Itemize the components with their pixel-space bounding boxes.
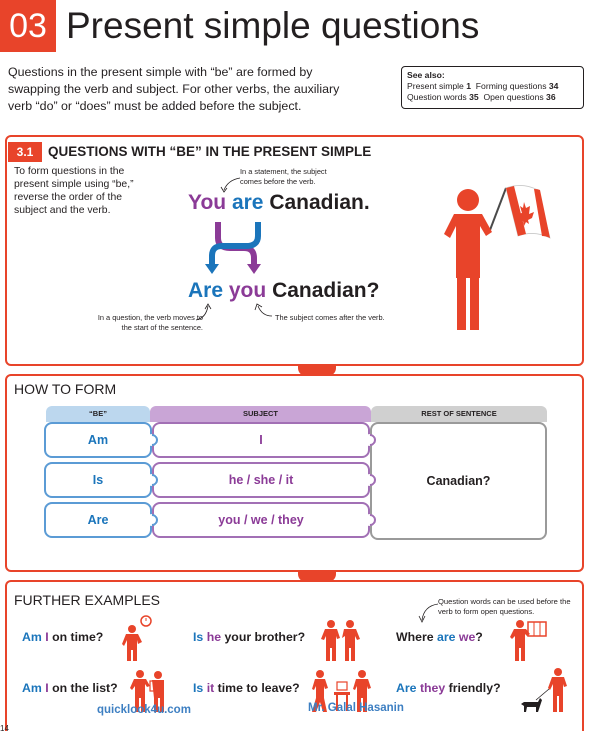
unit-number-badge: 03 <box>0 0 56 52</box>
how-to-form-title: HOW TO FORM <box>14 381 117 397</box>
column-header-be: “BE” <box>46 406 150 422</box>
table-cell-subject: you / we / they <box>152 502 370 538</box>
table-cell-subject: I <box>152 422 370 458</box>
two-people-icon <box>320 618 362 662</box>
table-cell-be: Is <box>44 462 152 498</box>
watermark-author: Mr. Galal Hasanin <box>308 702 404 714</box>
table-cell-subject: he / she / it <box>152 462 370 498</box>
example-sentence: Am I on time? <box>22 630 104 644</box>
table-cell-rest: Canadian? <box>370 422 547 540</box>
person-with-map-icon <box>510 618 548 662</box>
note-verb: In a question, the verb moves to the start of the sentence. <box>97 313 203 332</box>
example-sentence: Am I on the list? <box>22 681 118 695</box>
statement-verb: are <box>231 191 264 214</box>
see-also-link-question-words[interactable]: Question words 35 <box>407 92 479 102</box>
statement-rest: Canadian. <box>269 191 370 214</box>
see-also-heading: See also: <box>407 70 445 80</box>
example-sentence: Are they friendly? <box>396 681 501 695</box>
person-with-dogs-icon <box>520 666 570 714</box>
example-sentence: Is he your brother? <box>193 630 306 644</box>
page-number: 14 <box>0 724 9 731</box>
column-header-rest: REST OF SENTENCE <box>371 406 547 422</box>
column-header-subject: SUBJECT <box>150 406 371 422</box>
see-also-link-forming-questions[interactable]: Forming questions 34 <box>475 81 559 91</box>
note-question-words: Question words can be used before the verb to form open questions. <box>438 597 571 616</box>
table-cell-be: Are <box>44 502 152 538</box>
table-cell-be: Am <box>44 422 152 458</box>
question-rest: Canadian? <box>272 279 380 302</box>
page-title: Present simple questions <box>66 5 480 46</box>
intro-text: Questions in the present simple with “be” are formed by swapping the verb and subject. For other verbs, the auxiliary verb “do” or “does” must be added before the subject. <box>8 65 340 113</box>
note-statement: In a statement, the subject comes before the verb. <box>240 167 327 186</box>
further-examples-title: FURTHER EXAMPLES <box>14 592 160 608</box>
section-title: QUESTIONS WITH “BE” IN THE PRESENT SIMPLE <box>48 144 372 159</box>
section-number-badge: 3.1 <box>8 142 42 162</box>
example-sentence: Where are we? <box>396 630 483 644</box>
example-sentence: Is it time to leave? <box>193 681 300 695</box>
note-subject: The subject comes after the verb. <box>275 313 385 322</box>
person-with-clock-icon <box>120 614 156 662</box>
question-verb: Are <box>188 279 224 302</box>
watermark-website: quicklook4u.com <box>97 704 191 716</box>
section-explanation: To form questions in the present simple using “be,” reverse the order of the subject and the verb. <box>14 166 134 216</box>
question-subject: you <box>228 279 267 302</box>
see-also-link-open-questions[interactable]: Open questions 36 <box>483 92 556 102</box>
statement-subject: You <box>188 191 227 214</box>
see-also-link-present-simple[interactable]: Present simple 1 <box>407 81 472 91</box>
